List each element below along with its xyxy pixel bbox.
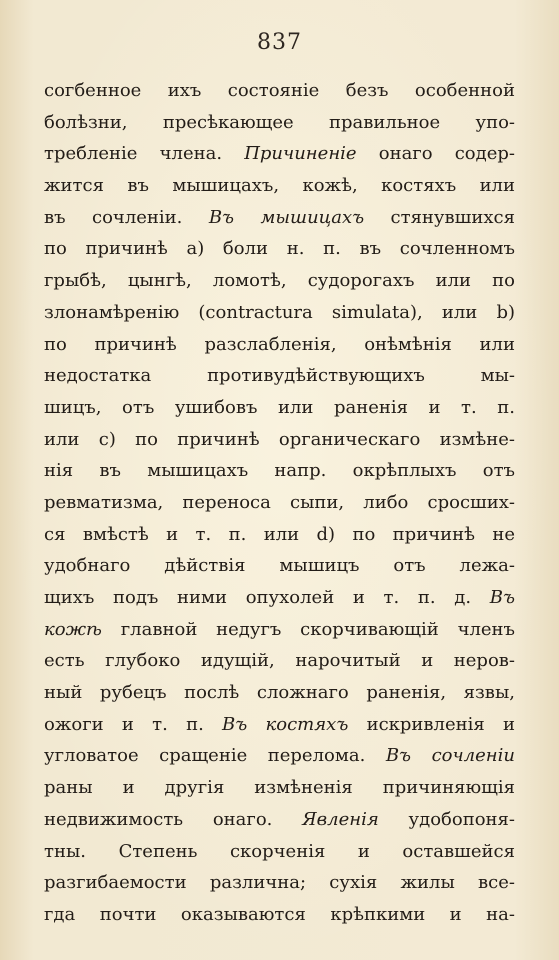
- text-segment: удобнаго дѣйствія мышицъ отъ лежа-: [44, 555, 515, 577]
- text-segment: есть глубоко идущій, нарочитый и неров-: [44, 650, 515, 672]
- text-segment: грыбѣ, цынгѣ, ломотѣ, судорогахъ или по: [44, 270, 515, 292]
- text-line: [44, 709, 515, 741]
- text-segment: злонамѣренію (contractura simulata), или b): [44, 301, 515, 323]
- text-segment: ся вмѣстѣ и т. п. или d) по причинѣ не: [44, 523, 515, 545]
- text-segment: согбенное ихъ состояніе безъ особенной: [44, 80, 515, 101]
- text-line: [44, 107, 515, 139]
- text-line: [44, 899, 515, 931]
- text-segment: нія въ мышицахъ напр. окрѣплыхъ отъ: [44, 460, 515, 482]
- italic-text-segment: Въ: [489, 587, 515, 608]
- text-segment: искривленія и: [348, 713, 515, 735]
- text-segment: разгибаемости различна; сухія жилы все-: [44, 872, 515, 894]
- text-segment: ожоги и т. п.: [44, 713, 223, 735]
- text-segment: тны. Степень скорченія и оставшейся: [44, 840, 515, 862]
- text-line: [44, 424, 515, 456]
- text-line: [44, 455, 515, 487]
- text-line: [44, 392, 515, 424]
- text-segment: стянувшихся: [364, 206, 515, 228]
- text-line: [44, 645, 515, 677]
- text-segment: требленіе члена.: [44, 143, 245, 165]
- italic-text-segment: кожѣ: [44, 618, 102, 640]
- text-segment: въ сочленіи.: [44, 206, 209, 228]
- text-line: [44, 265, 515, 297]
- italic-text-segment: Явленія: [302, 808, 379, 830]
- text-line: [44, 772, 515, 804]
- text-segment: щихъ подъ ними опухолей и т. п. д.: [44, 587, 490, 608]
- text-line: [44, 677, 515, 709]
- text-segment: удобопоня-: [378, 808, 515, 830]
- text-segment: недвижимость онаго.: [44, 808, 303, 830]
- text-segment: по причинѣ a) боли н. п. въ сочленномъ: [44, 238, 515, 260]
- text-segment: жится въ мышицахъ, кожѣ, костяхъ или: [44, 175, 515, 197]
- italic-text-segment: Въ костяхъ: [222, 713, 349, 735]
- page-number: 837: [257, 30, 302, 55]
- text-segment: раны и другія измѣненія причиняющія: [44, 777, 515, 799]
- body-text: [44, 75, 515, 931]
- text-line: [44, 804, 515, 836]
- text-line: [44, 297, 515, 329]
- text-segment: гда почти оказываются крѣпкими и на-: [44, 903, 515, 925]
- text-segment: болѣзни, пресѣкающее правильное упо-: [44, 111, 515, 133]
- text-segment: недостатка противудѣйствующихъ мы-: [44, 365, 515, 387]
- text-line: [44, 740, 515, 772]
- text-segment: главной недугъ скорчивающій членъ: [101, 618, 515, 640]
- text-segment: ревматизма, переноса сыпи, либо сросших-: [44, 491, 515, 513]
- text-segment: шицъ, отъ ушибовъ или раненія и т. п.: [44, 396, 515, 418]
- text-segment: угловатое сращеніе перелома.: [44, 745, 386, 767]
- text-line: [44, 360, 515, 392]
- text-line: [44, 138, 515, 170]
- italic-text-segment: Въ сочленіи: [385, 745, 515, 767]
- text-line: [44, 550, 515, 582]
- italic-text-segment: Причиненіе: [244, 143, 357, 165]
- text-line: [44, 329, 515, 361]
- text-line: [44, 582, 515, 614]
- text-line: [44, 519, 515, 551]
- text-segment: или c) по причинѣ органическаго измѣне-: [44, 428, 515, 450]
- text-line: [44, 75, 515, 107]
- text-line: [44, 202, 515, 234]
- text-line: [44, 487, 515, 519]
- text-segment: по причинѣ разслабленія, онѣмѣнія или: [44, 333, 515, 355]
- text-segment: онаго содер-: [356, 143, 515, 165]
- text-line: [44, 233, 515, 265]
- text-line: [44, 614, 515, 646]
- text-segment: ный рубецъ послѣ сложнаго раненія, язвы,: [44, 682, 515, 704]
- text-line: [44, 170, 515, 202]
- italic-text-segment: Въ мышицахъ: [208, 206, 365, 228]
- text-line: [44, 867, 515, 899]
- text-line: [44, 836, 515, 868]
